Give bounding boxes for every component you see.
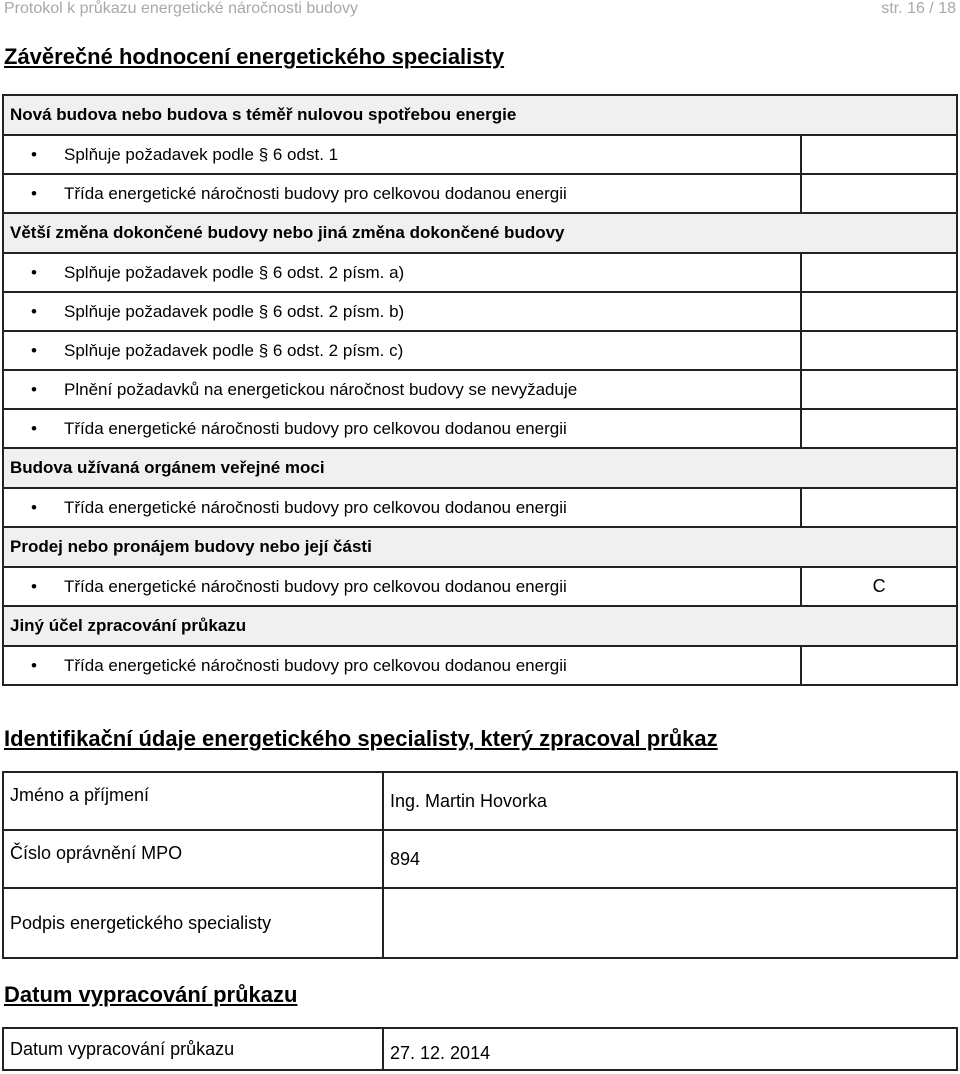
bullet-icon: • bbox=[31, 262, 37, 282]
item-label: • Splňuje požadavek podle § 6 odst. 1 bbox=[3, 135, 801, 174]
group-heading: Větší změna dokončené budovy nebo jiná změna dokončené budovy bbox=[3, 213, 957, 253]
item-label: • Plnění požadavků na energetickou náročnost budovy se nevyžaduje bbox=[3, 370, 801, 409]
document-title: Protokol k průkazu energetické náročnosti budovy bbox=[4, 0, 358, 17]
specialist-table bbox=[2, 771, 958, 959]
item-label: • Třída energetické náročnosti budovy pro celkovou dodanou energii bbox=[3, 488, 801, 527]
date-label: Datum vypracování průkazu bbox=[3, 1028, 383, 1070]
item-value bbox=[801, 135, 957, 174]
bullet-icon: • bbox=[31, 301, 37, 321]
item-value bbox=[801, 174, 957, 213]
license-value: 894 bbox=[383, 830, 957, 888]
item-value bbox=[801, 488, 957, 527]
item-label: • Splňuje požadavek podle § 6 odst. 2 písm. a) bbox=[3, 253, 801, 292]
group-heading: Prodej nebo pronájem budovy nebo její části bbox=[3, 527, 957, 567]
item-value bbox=[801, 253, 957, 292]
section-title-date: Datum vypracování průkazu bbox=[4, 982, 298, 1007]
bullet-icon: • bbox=[31, 340, 37, 360]
item-label: • Splňuje požadavek podle § 6 odst. 2 písm. c) bbox=[3, 331, 801, 370]
bullet-icon: • bbox=[31, 144, 37, 164]
group-heading: Budova užívaná orgánem veřejné moci bbox=[3, 448, 957, 488]
item-label: • Třída energetické náročnosti budovy pro celkovou dodanou energii bbox=[3, 567, 801, 606]
group-heading: Nová budova nebo budova s téměř nulovou spotřebou energie bbox=[3, 95, 957, 135]
name-value: Ing. Martin Hovorka bbox=[383, 772, 957, 830]
item-value: C bbox=[801, 567, 957, 606]
signature-field bbox=[383, 888, 957, 958]
bullet-icon: • bbox=[31, 183, 37, 203]
bullet-icon: • bbox=[31, 379, 37, 399]
bullet-icon: • bbox=[31, 418, 37, 438]
name-label: Jméno a příjmení bbox=[3, 772, 383, 830]
license-label: Číslo oprávnění MPO bbox=[3, 830, 383, 888]
item-value bbox=[801, 370, 957, 409]
group-heading: Jiný účel zpracování průkazu bbox=[3, 606, 957, 646]
section-title-specialist: Identifikační údaje energetického specialisty, který zpracoval průkaz bbox=[4, 726, 718, 751]
date-table bbox=[2, 1027, 958, 1071]
page-number: str. 16 / 18 bbox=[881, 0, 956, 17]
item-value bbox=[801, 331, 957, 370]
section-title-evaluation: Závěrečné hodnocení energetického specialisty bbox=[4, 44, 505, 69]
item-value bbox=[801, 409, 957, 448]
date-value: 27. 12. 2014 bbox=[383, 1028, 957, 1070]
bullet-icon: • bbox=[31, 655, 37, 675]
item-value bbox=[801, 646, 957, 685]
page-header bbox=[0, 0, 960, 20]
item-label: • Splňuje požadavek podle § 6 odst. 2 písm. b) bbox=[3, 292, 801, 331]
item-label: • Třída energetické náročnosti budovy pro celkovou dodanou energii bbox=[3, 409, 801, 448]
evaluation-table bbox=[2, 94, 958, 686]
signature-label: Podpis energetického specialisty bbox=[3, 888, 383, 958]
bullet-icon: • bbox=[31, 497, 37, 517]
bullet-icon: • bbox=[31, 576, 37, 596]
item-label: • Třída energetické náročnosti budovy pro celkovou dodanou energii bbox=[3, 646, 801, 685]
item-label: • Třída energetické náročnosti budovy pro celkovou dodanou energii bbox=[3, 174, 801, 213]
item-value bbox=[801, 292, 957, 331]
